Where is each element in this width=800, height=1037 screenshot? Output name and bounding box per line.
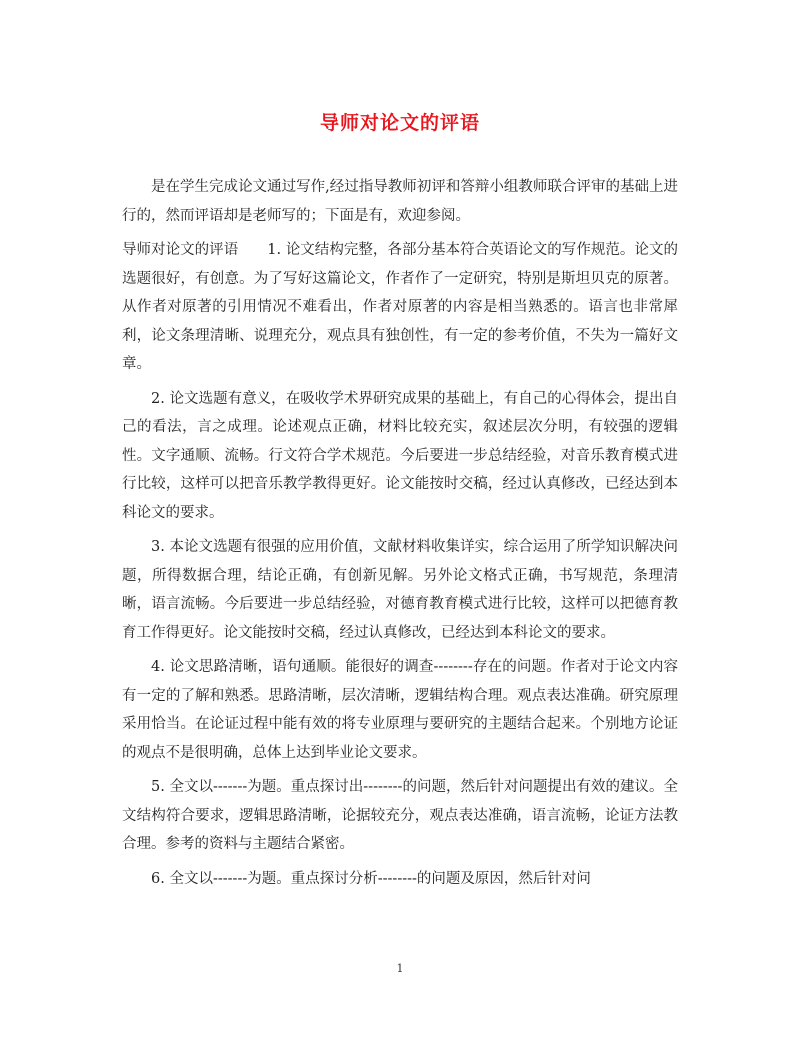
page-number: 1	[396, 962, 404, 975]
paragraph-3: 3. 本论文选题有很强的应用价值，文献材料收集详实，综合运用了所学知识解决问题，所得数据合理，结论正确，有创新见解。另外论文格式正确，书写规范，条理清晰，语言流畅。今后要进一步总结经验，对德育教育模式进行比较，这样可以把德育教育工作得更好。论文能按时交稿，经过认真修改，已经达到本科论文的要求。	[122, 539, 678, 641]
paragraph-5: 5. 全文以-------为题。重点探讨出--------的问题，然后针对问题提出有效的建议。全文结构符合要求，逻辑思路清晰，论据较充分，观点表达准确，语言流畅，论证方法教合理。参考的资料与主题结合紧密。	[122, 779, 678, 852]
paragraph-4: 4. 论文思路清晰，语句通顺。能很好的调查--------存在的问题。作者对于论文内容有一定的了解和熟悉。思路清晰，层次清晰，逻辑结构合理。观点表达准确。研究原理采用恰当。在论证过程中能有效的将专业原理与要研究的主题结合起来。个别地方论证的观点不是很明确，总体上达到毕业论文要求。	[122, 659, 678, 761]
paragraph-6: 6. 全文以-------为题。重点探讨分析--------的问题及原因，然后针对问	[151, 870, 591, 887]
document-body	[122, 173, 678, 899]
paragraph-2: 2. 论文选题有意义，在吸收学术界研究成果的基础上，有自己的心得体会，提出自己的看法，言之成理。论述观点正确，材料比较充实，叙述层次分明，有较强的逻辑性。文字通顺、流畅。行文符合学术规范。今后要进一步总结经验，对音乐教育模式进行比较，这样可以把音乐教学教得更好。论文能按时交稿，经过认真修改，已经达到本科论文的要求。	[122, 390, 678, 521]
document-title: 导师对论文的评语	[319, 112, 480, 134]
paragraph-1: 导师对论文的评语 1. 论文结构完整，各部分基本符合英语论文的写作规范。论文的选题很好，有创意。为了写好这篇论文，作者作了一定研究，特别是斯坦贝克的原著。从作者对原著的引用情况不难看出，作者对原著的内容是相当熟悉的。语言也非常犀利，论文条理清晰、说理充分，观点具有独创性，有一定的参考价值，不失为一篇好文章。	[122, 242, 678, 372]
intro-paragraph: 是在学生完成论文通过写作,经过指导教师初评和答辩小组教师联合评审的基础上进行的，然而评语却是老师写的；下面是有，欢迎参阅。	[122, 179, 678, 224]
